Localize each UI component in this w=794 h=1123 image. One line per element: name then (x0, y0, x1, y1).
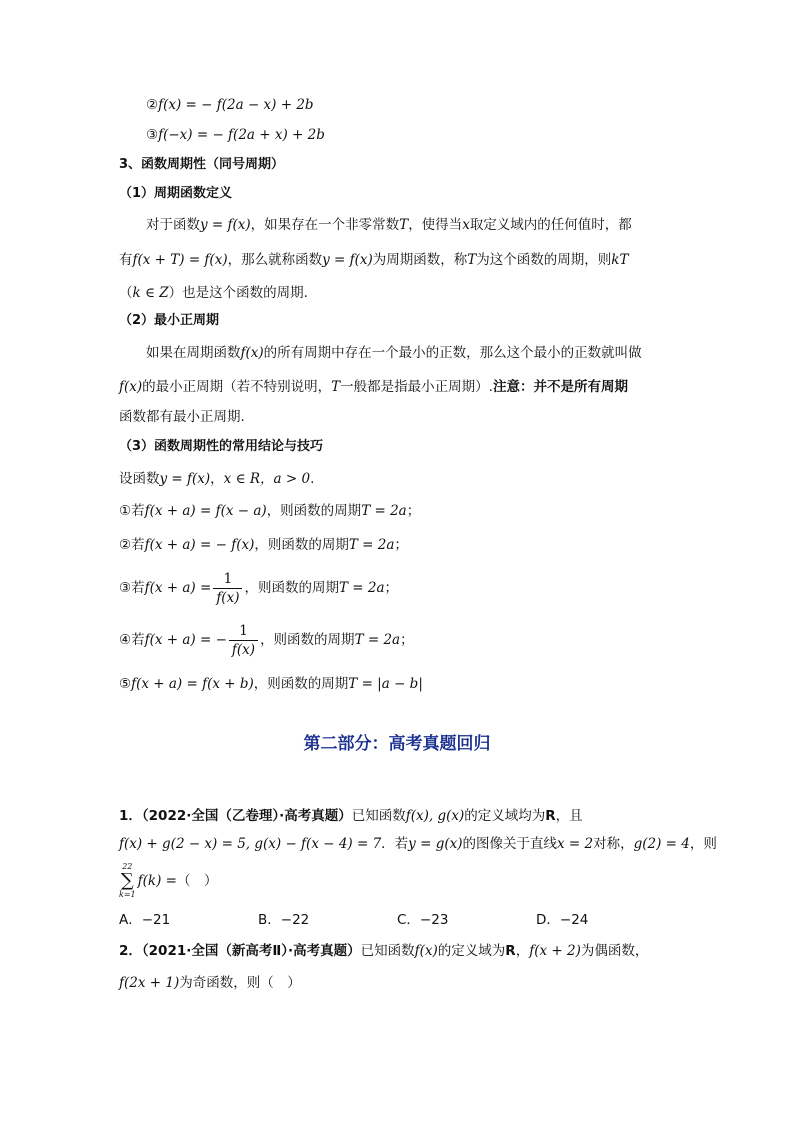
formula: x (462, 217, 470, 233)
text: 为奇函数，则（ ） (179, 975, 301, 991)
paragraph-line (119, 283, 308, 303)
formula: x ∈ R，a > 0 (223, 471, 311, 487)
formula: y = f(x) (322, 252, 373, 268)
fraction (213, 570, 242, 607)
question-number: 1． (119, 808, 142, 824)
sigma-symbol: ∑ (120, 870, 134, 891)
text: ，如果存在一个非零常数 (250, 217, 400, 233)
question-1-line-3 (119, 862, 217, 900)
formula: kT (611, 252, 629, 268)
text: 对称， (593, 836, 634, 852)
text: ， (210, 471, 224, 487)
text: ，那么就称函数 (227, 252, 323, 268)
formula: T = 2a (361, 503, 407, 519)
question-2-line-1 (119, 941, 648, 961)
formula: y = f(x) (200, 217, 251, 233)
circled-number: ⑤ (119, 676, 132, 692)
formula: f(−x) = − f(2a + x) + 2b (158, 127, 325, 143)
circled-number: ③ (119, 580, 132, 596)
text: ，使得当 (408, 217, 463, 233)
rule-3 (119, 568, 398, 608)
text: . (310, 471, 315, 487)
formula: T = 2a (348, 537, 395, 553)
text: ； (400, 632, 414, 648)
formula: f(x + T) = f(x) (132, 252, 228, 268)
formula-line-3 (146, 125, 325, 145)
text: ，则函数的周期 (266, 503, 362, 519)
formula: y = f(x) (159, 471, 211, 487)
text: ； (384, 580, 399, 596)
formula: f(x + a) = f(x + b) (131, 676, 254, 692)
formula: T = 2a (338, 580, 385, 596)
text: 已知函数 (351, 808, 406, 824)
question-source: （2022·全国（乙卷理）·高考真题） (141, 808, 352, 824)
option-b[interactable]: B．−22 (258, 912, 310, 928)
question-number: 2． (119, 943, 142, 959)
numerator: 1 (229, 622, 258, 641)
subheading-conclusions: （3）函数周期性的常用结论与技巧 (119, 439, 324, 454)
subheading-min-period: （2）最小正周期 (119, 313, 220, 328)
text: 的定义域为 (437, 943, 506, 959)
formula: f(x) + g(2 − x) = 5, g(x) − f(x − 4) = 7 (119, 836, 382, 852)
question-1-line-2 (119, 834, 717, 854)
formula: T (399, 217, 409, 233)
subheading-definition: （1）周期函数定义 (119, 186, 233, 201)
formula: f(x + a) = − (144, 632, 227, 648)
summation (119, 862, 136, 900)
text: ）也是这个函数的周期. (168, 285, 308, 301)
text: 若 (131, 632, 145, 648)
formula: T = 2a (354, 632, 401, 648)
text: ，则函数的周期 (260, 632, 355, 648)
paragraph-line (146, 215, 632, 235)
text: 的最小正周期（若不特别说明， (142, 379, 332, 395)
formula: f(x), g(x) (405, 808, 465, 824)
text: （ (119, 285, 133, 301)
text: （ ） (176, 873, 218, 889)
circled-number: ④ (119, 632, 132, 648)
option-a[interactable]: A．−21 (119, 912, 171, 928)
circled-number: ② (146, 97, 159, 113)
formula: R (505, 943, 516, 959)
formula-line-2 (146, 95, 314, 115)
denominator: f(x) (231, 641, 256, 658)
text: 有 (119, 252, 133, 268)
text: 的定义域均为 (464, 808, 546, 824)
formula: x = 2 (556, 836, 594, 852)
text: 如果在周期函数 (146, 345, 241, 361)
paragraph-line (119, 377, 628, 397)
numerator: 1 (213, 570, 242, 589)
denominator: f(x) (216, 589, 240, 606)
formula: f(x + 2) (529, 943, 581, 959)
section-title: 第二部分：高考真题回归 (303, 734, 491, 754)
text: ，且 (555, 808, 583, 824)
text: ； (406, 503, 421, 519)
text: 若 (131, 580, 145, 596)
text: 对于函数 (146, 217, 200, 233)
formula: f(x + a) = − f(x) (144, 537, 255, 553)
formula: R (545, 808, 556, 824)
text: 已知函数 (360, 943, 415, 959)
question-source: （2021·全国（新高考Ⅱ）·高考真题） (141, 943, 361, 959)
formula: f(x) = − f(2a − x) + 2b (158, 97, 314, 113)
formula: T = |a − b| (348, 676, 423, 692)
paragraph-line: 函数都有最小正周期. (119, 409, 245, 425)
text: 若 (131, 503, 145, 519)
circled-number: ① (119, 503, 132, 519)
formula: f(2x + 1) (119, 975, 180, 991)
paragraph-line (119, 469, 314, 489)
text: ．若 (381, 836, 409, 852)
formula: T (467, 252, 477, 268)
fraction (229, 622, 258, 659)
text: 设函数 (119, 471, 160, 487)
text: 为这个函数的周期，则 (476, 252, 612, 268)
text: ，则函数的周期 (253, 676, 349, 692)
formula: g(2) = 4 (633, 836, 690, 852)
rule-4 (119, 620, 414, 660)
text: 若 (131, 537, 145, 553)
formula: f(x) (240, 345, 264, 361)
formula: f(k) = (137, 873, 177, 889)
sum-upper: 22 (122, 862, 133, 871)
rule-5 (119, 674, 423, 694)
formula: k ∈ Z (132, 285, 169, 301)
text: 的图像关于直线 (462, 836, 557, 852)
formula: f(x) (119, 379, 143, 395)
text: 的所有周期中存在一个最小的正数，那么这个最小的正数就叫做 (263, 345, 642, 361)
note-text: 注意：并不是所有周期 (492, 379, 628, 395)
text: 为偶函数， (580, 943, 649, 959)
formula: y = g(x) (408, 836, 463, 852)
formula: f(x + a) = (144, 580, 212, 596)
option-d[interactable]: D．−24 (536, 912, 589, 928)
text: ； (394, 537, 408, 553)
circled-number: ② (119, 537, 132, 553)
text: 一般都是指最小正周期）. (340, 379, 493, 395)
formula: f(x + a) = f(x − a) (144, 503, 267, 519)
text: 为周期函数，称 (372, 252, 468, 268)
formula: T (331, 379, 341, 395)
rule-2 (119, 535, 408, 555)
sum-lower: k=1 (119, 890, 136, 899)
text: ， (515, 943, 530, 959)
question-1-line-1 (119, 806, 583, 826)
rule-1 (119, 501, 420, 521)
text: ，则 (689, 836, 717, 852)
formula: f(x) (414, 943, 438, 959)
text: ，则函数的周期 (254, 537, 349, 553)
text: ，则函数的周期 (244, 580, 339, 596)
option-c[interactable]: C．−23 (397, 912, 449, 928)
paragraph-line (119, 250, 628, 270)
circled-number: ③ (146, 127, 159, 143)
heading-periodicity: 3、函数周期性（同号周期） (119, 157, 285, 172)
question-2-line-2 (119, 973, 301, 993)
text: 取定义域内的任何值时，都 (469, 217, 632, 233)
paragraph-line (146, 343, 642, 363)
